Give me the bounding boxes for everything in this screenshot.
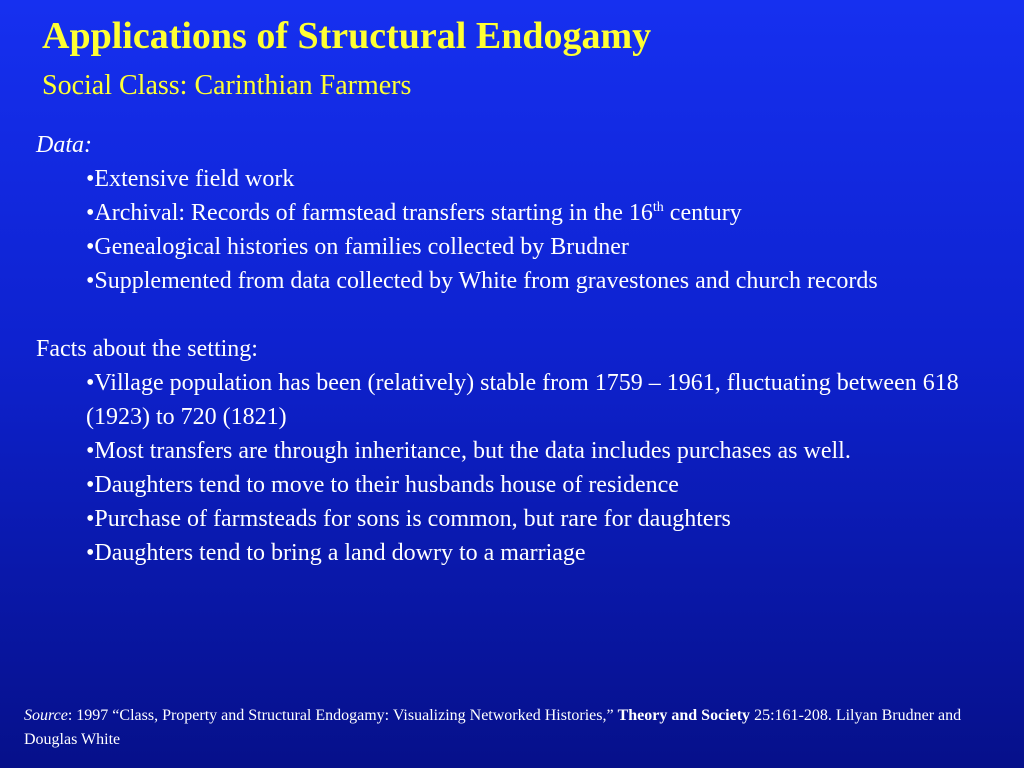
facts-list [36, 366, 1006, 570]
source-citation [24, 704, 999, 752]
data-item-supplemented: •Supplemented from data collected by White from gravestones and church records [86, 268, 878, 294]
section-spacer [36, 298, 1006, 332]
facts-item-dowry: •Daughters tend to bring a land dowry to a marriage [86, 540, 586, 566]
journal-name: Theory and Society [617, 707, 751, 724]
slide-body [36, 128, 1006, 570]
slide-subtitle: Social Class: Carinthian Farmers [42, 70, 412, 101]
source-label: Source [24, 707, 68, 724]
citation-details: 25:161-208. Lilyan Brudner and Douglas White [24, 707, 962, 748]
slide-title: Applications of Structural Endogamy [42, 15, 652, 57]
citation-text: : 1997 “Class, Property and Structural Endogamy: Visualizing Networked Histories,” [67, 707, 618, 724]
data-item-genealogical: •Genealogical histories on families collected by Brudner [86, 234, 629, 260]
facts-item-transfers: •Most transfers are through inheritance, but the data includes purchases as well. [86, 438, 851, 464]
ordinal-suffix: th [652, 200, 664, 215]
data-item-archival [86, 196, 1006, 230]
archival-text: •Archival: Records of farmstead transfers starting in the 16 [86, 200, 653, 226]
facts-item-population: •Village population has been (relatively) stable from 1759 – 1961, fluctuating between 618 (1923) to 720 (1821) [86, 370, 959, 430]
data-heading: Data: [36, 132, 92, 158]
data-item-fieldwork: •Extensive field work [86, 166, 295, 192]
facts-item-daughters-move: •Daughters tend to move to their husbands house of residence [86, 472, 679, 498]
facts-heading: Facts about the setting: [36, 336, 258, 362]
archival-text-end: century [663, 200, 742, 226]
facts-item-purchase: •Purchase of farmsteads for sons is common, but rare for daughters [86, 506, 731, 532]
data-list [36, 162, 1006, 298]
